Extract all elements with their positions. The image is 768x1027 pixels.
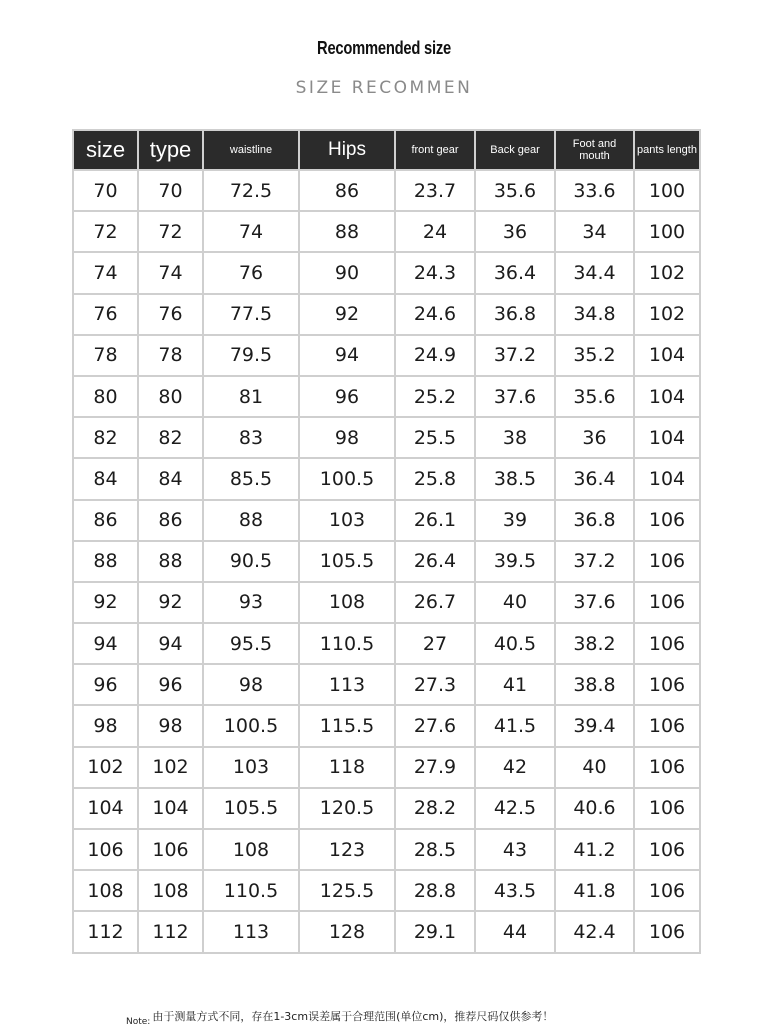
cell-back-gear: 44 [475,911,555,952]
cell-hips: 94 [299,335,395,376]
cell-waistline: 110.5 [203,870,299,911]
cell-type: 104 [138,788,203,829]
cell-foot-and-mouth: 39.4 [555,705,634,746]
cell-front-gear: 28.2 [395,788,475,829]
cell-waistline: 74 [203,211,299,252]
cell-foot-and-mouth: 35.6 [555,376,634,417]
cell-pants-length: 102 [634,294,700,335]
cell-back-gear: 37.2 [475,335,555,376]
cell-size: 94 [73,623,138,664]
table-row [73,335,700,376]
cell-pants-length: 106 [634,623,700,664]
cell-waistline: 105.5 [203,788,299,829]
table-row [73,911,700,952]
cell-type: 72 [138,211,203,252]
cell-back-gear: 41 [475,664,555,705]
cell-waistline: 79.5 [203,335,299,376]
cell-front-gear: 24.6 [395,294,475,335]
cell-size: 70 [73,170,138,211]
table-row [73,705,700,746]
cell-pants-length: 106 [634,829,700,870]
cell-back-gear: 36.8 [475,294,555,335]
cell-size: 104 [73,788,138,829]
cell-waistline: 98 [203,664,299,705]
cell-back-gear: 43 [475,829,555,870]
cell-size: 78 [73,335,138,376]
column-header-waistline: waistline [203,130,299,170]
cell-hips: 98 [299,417,395,458]
cell-type: 80 [138,376,203,417]
cell-size: 96 [73,664,138,705]
cell-foot-and-mouth: 36 [555,417,634,458]
cell-size: 98 [73,705,138,746]
cell-waistline: 90.5 [203,541,299,582]
cell-type: 102 [138,747,203,788]
cell-foot-and-mouth: 36.8 [555,500,634,541]
cell-hips: 113 [299,664,395,705]
cell-front-gear: 23.7 [395,170,475,211]
cell-size: 102 [73,747,138,788]
column-header-type: type [138,130,203,170]
cell-hips: 128 [299,911,395,952]
cell-pants-length: 106 [634,500,700,541]
cell-front-gear: 26.4 [395,541,475,582]
cell-waistline: 72.5 [203,170,299,211]
cell-waistline: 81 [203,376,299,417]
cell-size: 84 [73,458,138,499]
cell-waistline: 113 [203,911,299,952]
table-row [73,294,700,335]
cell-hips: 118 [299,747,395,788]
cell-back-gear: 41.5 [475,705,555,746]
cell-size: 72 [73,211,138,252]
cell-pants-length: 106 [634,582,700,623]
cell-waistline: 88 [203,500,299,541]
column-header-size: size [73,130,138,170]
cell-waistline: 108 [203,829,299,870]
cell-hips: 96 [299,376,395,417]
cell-hips: 103 [299,500,395,541]
cell-foot-and-mouth: 36.4 [555,458,634,499]
cell-back-gear: 39 [475,500,555,541]
cell-foot-and-mouth: 34.8 [555,294,634,335]
table-row [73,788,700,829]
cell-waistline: 77.5 [203,294,299,335]
page-subtitle: SIZE RECOMMEN [295,78,473,98]
cell-type: 74 [138,252,203,293]
cell-hips: 92 [299,294,395,335]
cell-type: 112 [138,911,203,952]
cell-foot-and-mouth: 33.6 [555,170,634,211]
cell-type: 84 [138,458,203,499]
cell-pants-length: 104 [634,458,700,499]
cell-foot-and-mouth: 37.2 [555,541,634,582]
cell-front-gear: 27 [395,623,475,664]
cell-pants-length: 106 [634,747,700,788]
cell-size: 80 [73,376,138,417]
table-row [73,582,700,623]
cell-pants-length: 106 [634,870,700,911]
table-row [73,376,700,417]
table-row [73,664,700,705]
table-row [73,829,700,870]
cell-waistline: 93 [203,582,299,623]
cell-front-gear: 27.3 [395,664,475,705]
cell-pants-length: 104 [634,376,700,417]
cell-hips: 105.5 [299,541,395,582]
cell-hips: 120.5 [299,788,395,829]
cell-front-gear: 25.8 [395,458,475,499]
cell-foot-and-mouth: 41.8 [555,870,634,911]
cell-type: 94 [138,623,203,664]
cell-hips: 115.5 [299,705,395,746]
cell-foot-and-mouth: 38.8 [555,664,634,705]
cell-front-gear: 25.5 [395,417,475,458]
cell-back-gear: 38 [475,417,555,458]
table-body [73,170,700,953]
cell-type: 76 [138,294,203,335]
cell-hips: 88 [299,211,395,252]
cell-type: 96 [138,664,203,705]
cell-front-gear: 27.6 [395,705,475,746]
table-row [73,170,700,211]
cell-foot-and-mouth: 40 [555,747,634,788]
cell-foot-and-mouth: 34.4 [555,252,634,293]
cell-front-gear: 28.8 [395,870,475,911]
cell-back-gear: 35.6 [475,170,555,211]
cell-size: 112 [73,911,138,952]
table-row [73,252,700,293]
cell-type: 70 [138,170,203,211]
cell-back-gear: 40 [475,582,555,623]
cell-pants-length: 100 [634,170,700,211]
cell-pants-length: 104 [634,417,700,458]
cell-hips: 125.5 [299,870,395,911]
cell-back-gear: 38.5 [475,458,555,499]
table-row [73,417,700,458]
column-header-hips: Hips [299,130,395,170]
cell-front-gear: 26.7 [395,582,475,623]
cell-foot-and-mouth: 42.4 [555,911,634,952]
cell-back-gear: 36.4 [475,252,555,293]
cell-waistline: 100.5 [203,705,299,746]
cell-foot-and-mouth: 37.6 [555,582,634,623]
cell-waistline: 103 [203,747,299,788]
cell-type: 98 [138,705,203,746]
cell-front-gear: 25.2 [395,376,475,417]
table-row [73,623,700,664]
cell-foot-and-mouth: 41.2 [555,829,634,870]
cell-pants-length: 104 [634,335,700,376]
cell-type: 78 [138,335,203,376]
cell-pants-length: 102 [634,252,700,293]
table-row [73,747,700,788]
cell-size: 74 [73,252,138,293]
cell-pants-length: 106 [634,911,700,952]
cell-foot-and-mouth: 40.6 [555,788,634,829]
cell-size: 82 [73,417,138,458]
cell-front-gear: 27.9 [395,747,475,788]
cell-back-gear: 39.5 [475,541,555,582]
cell-front-gear: 24.9 [395,335,475,376]
cell-type: 88 [138,541,203,582]
table-row [73,870,700,911]
column-header-back-gear: Back gear [475,130,555,170]
cell-pants-length: 100 [634,211,700,252]
cell-pants-length: 106 [634,541,700,582]
cell-type: 82 [138,417,203,458]
cell-size: 108 [73,870,138,911]
cell-type: 106 [138,829,203,870]
cell-back-gear: 42 [475,747,555,788]
cell-front-gear: 24 [395,211,475,252]
cell-type: 108 [138,870,203,911]
cell-hips: 100.5 [299,458,395,499]
cell-back-gear: 40.5 [475,623,555,664]
cell-back-gear: 42.5 [475,788,555,829]
cell-size: 76 [73,294,138,335]
cell-size: 86 [73,500,138,541]
column-header-pants-length: pants length [634,130,700,170]
column-header-front-gear: front gear [395,130,475,170]
cell-back-gear: 37.6 [475,376,555,417]
cell-front-gear: 26.1 [395,500,475,541]
cell-pants-length: 106 [634,705,700,746]
cell-waistline: 85.5 [203,458,299,499]
footer-note [126,1008,554,1027]
cell-size: 92 [73,582,138,623]
cell-waistline: 95.5 [203,623,299,664]
cell-hips: 108 [299,582,395,623]
cell-waistline: 76 [203,252,299,293]
column-header-foot-and-mouth: Foot and mouth [555,130,634,170]
table-row [73,458,700,499]
cell-foot-and-mouth: 38.2 [555,623,634,664]
cell-type: 92 [138,582,203,623]
cell-front-gear: 28.5 [395,829,475,870]
table-row [73,541,700,582]
cell-type: 86 [138,500,203,541]
cell-hips: 123 [299,829,395,870]
table-row [73,211,700,252]
table-row [73,500,700,541]
cell-hips: 86 [299,170,395,211]
cell-size: 88 [73,541,138,582]
cell-pants-length: 106 [634,664,700,705]
cell-size: 106 [73,829,138,870]
note-label: Note: [126,1017,151,1027]
cell-front-gear: 24.3 [395,252,475,293]
cell-back-gear: 43.5 [475,870,555,911]
page-title: Recommended size [317,38,451,58]
size-table [72,129,701,954]
cell-front-gear: 29.1 [395,911,475,952]
cell-pants-length: 106 [634,788,700,829]
note-text: 由于测量方式不同，存在1-3cm误差属于合理范围(单位cm)，推荐尺码仅供参考！ [152,1010,554,1023]
cell-hips: 90 [299,252,395,293]
table-header-row [73,130,700,170]
cell-waistline: 83 [203,417,299,458]
cell-foot-and-mouth: 34 [555,211,634,252]
cell-foot-and-mouth: 35.2 [555,335,634,376]
cell-back-gear: 36 [475,211,555,252]
cell-hips: 110.5 [299,623,395,664]
